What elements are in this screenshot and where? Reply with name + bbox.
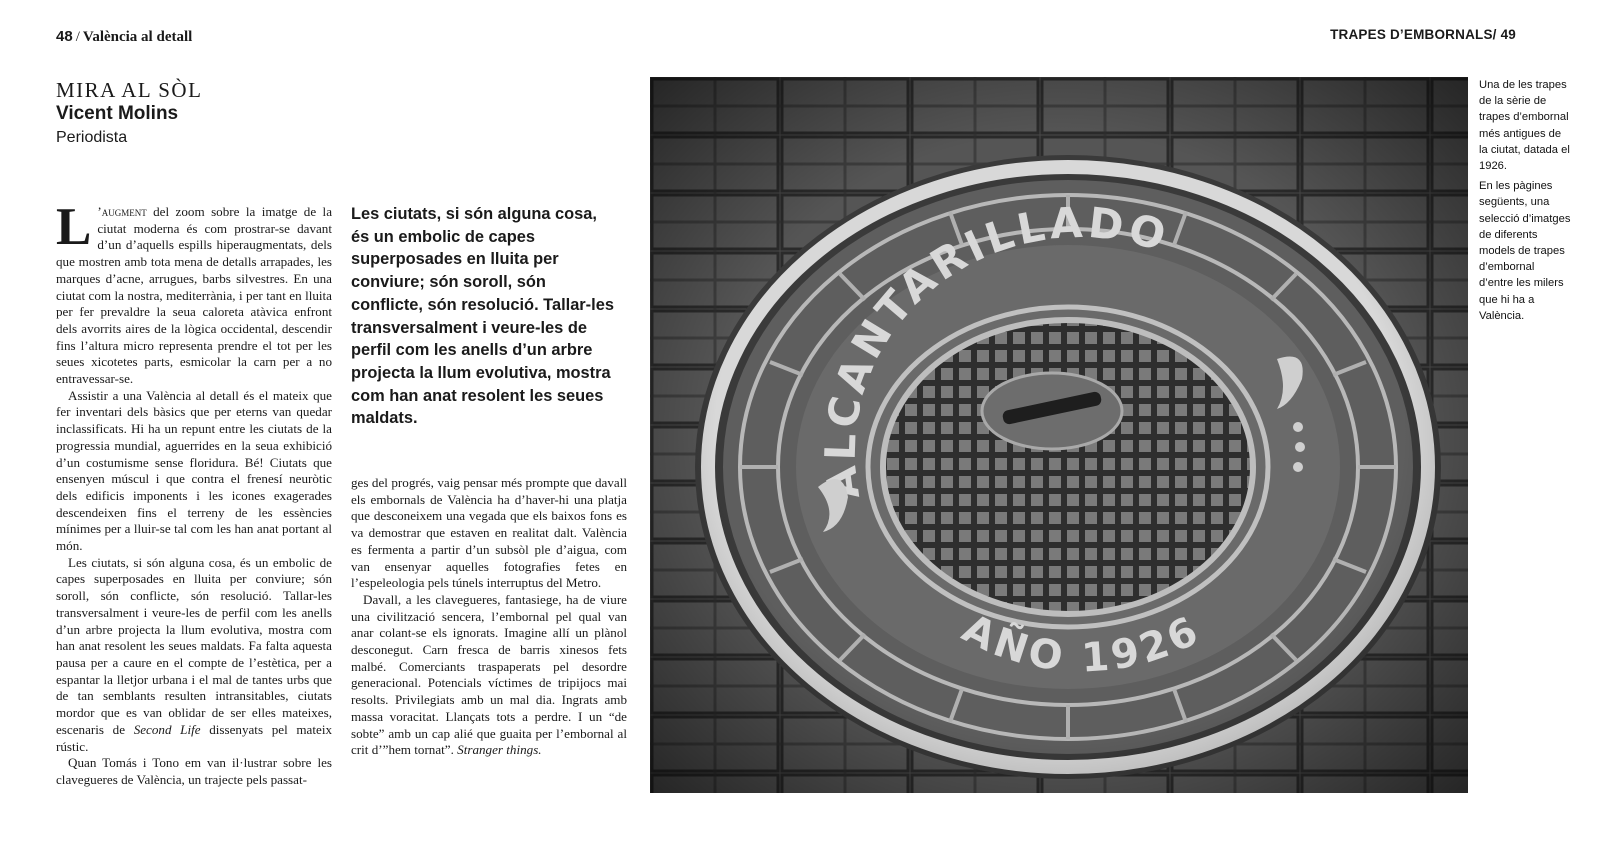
body-column-1 <box>56 198 333 789</box>
pull-quote: Les ciutats, si són alguna cosa, és un embolic de capes superposades en lluita per conviure; són soroll, són conflicte, són resolució. Tallar-les transversalment i veure-les de perfil com les anells d’un arbre projecta la llum evolutiva, mostra com han anat resolent les seues maldats. <box>351 205 614 428</box>
body-paragraph <box>351 592 627 759</box>
section-title: València al detall <box>82 29 193 45</box>
photo-caption <box>1479 77 1571 328</box>
paragraph-text: dissenyats pel mateix rústic. <box>56 721 333 754</box>
page-number-left: 48 <box>56 28 73 45</box>
body-paragraph: Assistir a una València al detall és el mateix que fer inventari dels bàsics que per eterns van quedar inclassificats. Hi ha un repunt entre les ciutats de la progressia mundial, aguerrides en la seua exhibició d’un costumisme sense floridura. Bé! Ciutats que ensenyen múscul i que contra el frenesí neuròtic dels edificis imponents i les icones exagerades descendeixen fins el terreny de les essències mínimes per a lluir-se tal com les han anat portant al món. <box>56 387 332 554</box>
body-paragraph <box>56 555 332 755</box>
manhole-cover-photo <box>650 77 1468 793</box>
body-paragraph: Quan Tomás i Tono em van il·lustrar sobre les clavegueres de València, un trajecte pels passat- <box>56 755 332 787</box>
chapter-title: TRAPES D’EMBORNALS <box>1330 27 1493 42</box>
page-number-right: 49 <box>1500 27 1516 42</box>
paragraph-text: del zoom sobre la imatge de la ciutat moderna és com prostrar-se davant d’un d’aquells espills hiperaugmentats, dels que mostren amb tota mena de detalls arrapades, les marques d’acne, arrugues, barbs silvestres. En una ciutat com la nostra, mediterrània, i per tant en lluita per fer prevaldre la seua caloreta atàvica enfront dels avorrits aires de la lògica occidental, descendir fins l’altura micro representa prendre el tot per les seues xicotetes parts, esmicolar la carn per a no entravessar-se. <box>56 204 332 387</box>
paragraph-text: Les ciutats, si són alguna cosa, és un embolic de capes superposades en lluita per conviure; són soroll, són conflicte, són resolució. Tallar-les transversalment i veure-les de perfil com les anells d’un arbre projecta la llum evolutiva, mostra com han anat resolent les seues maldats. Fa falta aquesta pausa per a caure en el compte de l’estètica, per a espantar la lletjor urbana i el mal de tantes urbs que de tan semblants resulten intransitables, ciutats mordor que es van oblidar de ser elles mateixes, escenaris de <box>56 554 332 737</box>
running-header-left <box>56 28 192 46</box>
header-separator-right: / <box>1492 27 1501 42</box>
caption-paragraph: Una de les trapes de la sèrie de trapes d’embornal més antigues de la ciutat, datada el 1926. <box>1479 79 1570 173</box>
body-paragraph <box>56 198 332 388</box>
manhole-cover-illustration <box>650 77 1468 793</box>
paragraph-text: Davall, a les clavegueres, fantasiege, ha de viure una civilització sencera, l’embornal pel qual van anar colant-se els ignorats. Imagine allí un plànol desconegut. Carn fresca de barris xinesos fets malbé. Comerciants traspaperats pel desordre generacional. Potencials víctimes de tripijocs mai resolts. Privilegiats amb un mal dia. Ingrats amb massa voracitat. Llançats tots a perdre. I un “de sobte” amb un cap alié que guaita per l’embornal al crit d’”hem tornat”. <box>351 591 627 758</box>
italic-title: Second Life <box>133 721 201 737</box>
body-paragraph: ges del progrés, vaig pensar més prompte que davall els embornals de València ha d’haver-hi una platja que desconeixem una vegada que els baixos fons es va demostrar que estaven en realitat dalt. València es fermenta a partir d’un subsòl ple d’aigua, com van ensenyar aquelles fotografies fetes en l’espeleologia pels túnels interruptus del Metro. <box>351 475 627 591</box>
article-kicker: MIRA AL SÒL <box>56 78 203 102</box>
author-name: Vicent Molins <box>56 103 179 124</box>
running-header-right <box>1330 27 1516 42</box>
body-column-2 <box>351 475 627 759</box>
author-role: Periodista <box>56 129 128 146</box>
header-separator: / <box>75 29 80 45</box>
italic-title: Stranger things. <box>457 742 542 758</box>
caption-paragraph: En les pàgines següents, una selecció d’imatges de diferents models de trapes d’embornal d’entre les milers que hi ha a València. <box>1479 180 1571 322</box>
drop-cap: L <box>56 198 92 256</box>
first-word: ’augment <box>97 204 147 219</box>
